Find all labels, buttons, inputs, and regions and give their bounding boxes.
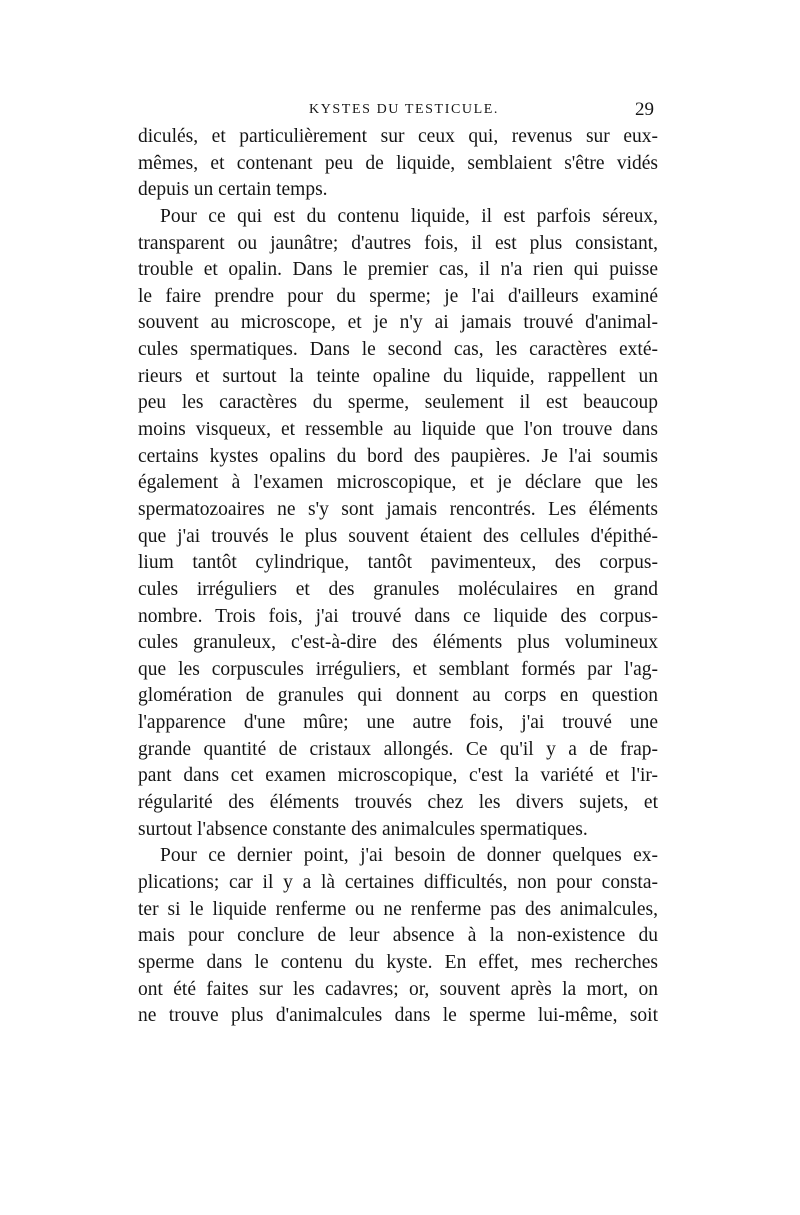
text-line: ont été faites sur les cadavres; or, souvent après la mort, on (138, 978, 658, 1000)
text-line: transparent ou jaunâtre; d'autres fois, il est plus consistant, (138, 232, 658, 254)
text-line: mais pour conclure de leur absence à la non-existence du (138, 925, 658, 947)
text-line: rieurs et surtout la teinte opaline du liquide, rappellent un (138, 365, 658, 387)
text-line: diculés, et particulièrement sur ceux qui, revenus sur eux- (138, 126, 658, 147)
text-line: le faire prendre pour du sperme; je l'ai d'ailleurs examiné (138, 285, 658, 307)
text-line: surtout l'absence constante des animalcules spermatiques. (138, 818, 588, 840)
text-line: cules granuleux, c'est-à-dire des éléments plus volumineux (138, 632, 658, 654)
text-line: également à l'examen microscopique, et je déclare que les (138, 472, 658, 494)
text-line: Pour ce dernier point, j'ai besoin de donner quelques ex- (160, 845, 658, 867)
text-line: ne trouve plus d'animalcules dans le sperme lui-même, soit (138, 1005, 658, 1027)
text-line: certains kystes opalins du bord des paupières. Je l'ai soumis (138, 445, 658, 467)
text-line: moins visqueux, et ressemble au liquide que l'on trouve dans (138, 419, 658, 441)
text-line: souvent au microscope, et je n'y ai jamais trouvé d'animal- (138, 312, 658, 334)
text-line: depuis un certain temps. (138, 179, 328, 201)
text-line: plications; car il y a là certaines difficultés, non pour consta- (138, 871, 658, 893)
text-line: cules irréguliers et des granules moléculaires en grand (138, 578, 658, 600)
text-line: glomération de granules qui donnent au corps en question (138, 685, 658, 707)
text-line: peu les caractères du sperme, seulement il est beaucoup (138, 392, 658, 414)
text-line: régularité des éléments trouvés chez les divers sujets, et (138, 792, 658, 814)
text-line: sperme dans le contenu du kyste. En effet, mes recherches (138, 951, 658, 973)
page-number: 29 (635, 99, 654, 120)
text-line: mêmes, et contenant peu de liquide, semblaient s'être vidés (138, 152, 658, 174)
text-line: Pour ce qui est du contenu liquide, il est parfois séreux, (160, 205, 658, 227)
running-title: KYSTES DU TESTICULE. (308, 102, 500, 117)
text-line: que les corpuscules irréguliers, et semblant formés par l'ag- (138, 658, 658, 680)
text-line: nombre. Trois fois, j'ai trouvé dans ce liquide des corpus- (138, 605, 658, 627)
text-line: l'apparence d'une mûre; une autre fois, j'ai trouvé une (138, 712, 658, 734)
text-line: spermatozoaires ne s'y sont jamais rencontrés. Les éléments (138, 498, 658, 520)
text-line: trouble et opalin. Dans le premier cas, il n'a rien qui puisse (138, 259, 658, 281)
text-line: pant dans cet examen microscopique, c'est la variété et l'ir- (138, 765, 658, 787)
text-line: ter si le liquide renferme ou ne renferme pas des animalcules, (138, 898, 658, 920)
text-line: cules spermatiques. Dans le second cas, les caractères exté- (138, 339, 658, 361)
running-head (138, 96, 658, 124)
text-line: lium tantôt cylindrique, tantôt pavimenteux, des corpus- (138, 552, 658, 574)
text-line: grande quantité de cristaux allongés. Ce qu'il y a de frap- (138, 738, 658, 760)
text-line: que j'ai trouvés le plus souvent étaient des cellules d'épithé- (138, 525, 658, 547)
body-text (138, 124, 658, 1030)
